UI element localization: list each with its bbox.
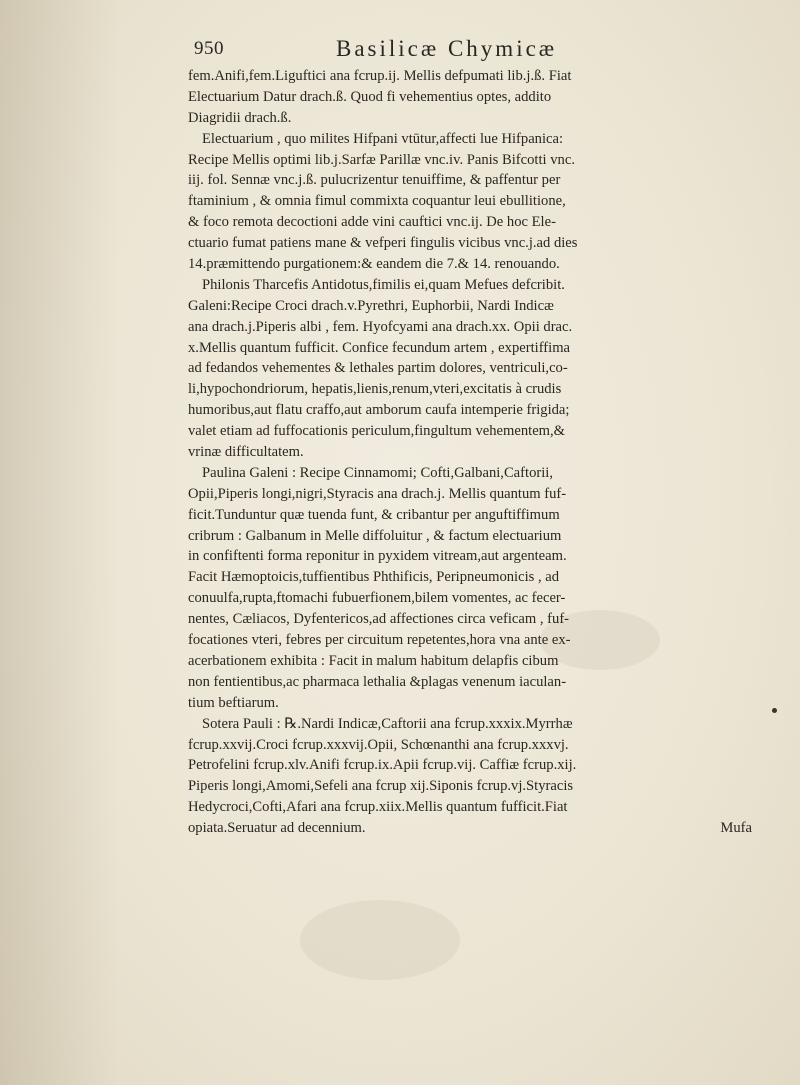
text-line: Galeni:Recipe Croci drach.v.Pyrethri, Euphorbii, Nardi Indicæ [188,297,554,314]
text-line: vrinæ difficultatem. [188,444,304,461]
text-line: Hedycroci,Cofti,Afari ana fcrup.xiix.Mellis quantum fufficit.Fiat [188,799,568,816]
text-line: humoribus,aut flatu craffo,aut amborum caufa intemperie frigida; [188,402,570,419]
body-text [188,66,758,839]
text-line: ftaminium , & omnia fimul commixta coquantur leui ebullitione, [188,193,566,210]
text-line: conuulfa,rupta,ftomachi fubuerfionem,bilem vomentes, ac fecer- [188,590,566,607]
text-line: Petrofelini fcrup.xlv.Anifi fcrup.ix.Apii fcrup.vij. Caffiæ fcrup.xij. [188,757,577,774]
gutter-shadow [0,0,120,1085]
text-line: focationes vteri, febres per circuitum repetentes,hora vna ante ex- [188,632,571,649]
catchword: Mufa [720,820,752,837]
text-line: Facit Hæmoptoicis,tuffientibus Phthificis, Peripneumonicis , ad [188,569,560,586]
text-line: x.Mellis quantum fufficit. Confice fecundum artem , expertiffima [188,339,571,356]
text-line: ad fedandos vehementes & lethales partim dolores, ventriculi,co- [188,360,568,377]
running-title: Basilicæ Chymicæ [336,36,558,61]
text-line: nentes, Cæliacos, Dyfentericos,ad affectiones circa veficam , fuf- [188,611,570,628]
text-line: fem.Anifi,fem.Liguftici ana fcrup.ij. Mellis defpumati lib.j.ß. Fiat [188,68,572,84]
text-line: Opii,Piperis longi,nigri,Styracis ana drach.j. Mellis quantum fuf- [188,485,567,502]
text-line: cribrum : Galbanum in Melle diffoluitur , & factum electuarium [188,527,562,544]
text-line: Diagridii drach.ß. [188,109,292,126]
paragraph [188,463,758,714]
text-line: in confiftenti forma reponitur in pyxidem vitream,aut argenteam. [188,548,567,565]
page-header [188,36,748,66]
text-line: acerbationem exhibita : Facit in malum habitum delapfis cibum [188,652,559,669]
paragraph [188,66,758,129]
ink-speck [772,708,777,713]
paragraph [188,129,758,275]
text-line: ctuario fumat patiens mane & vefperi fingulis vicibus vnc.j.ad dies [188,235,578,252]
text-line: iij. fol. Sennæ vnc.j.ß. pulucrizentur tenuiffime, & paffentur per [188,172,561,189]
text-line: Electuarium Datur drach.ß. Quod fi vehementius optes, addito [188,88,552,105]
text-line: tium beftiarum. [188,694,279,711]
text-line: ficit.Tunduntur quæ tuenda funt, & cribantur per anguftiffimum [188,506,560,523]
text-line: Piperis longi,Amomi,Sefeli ana fcrup xij.Siponis fcrup.vj.Styracis [188,778,574,795]
text-line: 14.præmittendo purgationem:& eandem die 7.& 14. renouando. [188,256,560,273]
text-line: & foco remota decoctioni adde vini cauftici vnc.ij. De hoc Ele- [188,214,556,231]
text-line: opiata.Seruatur ad decennium. [188,820,366,837]
text-line: Paulina Galeni : Recipe Cinnamomi; Cofti,Galbani,Caftorii, [202,464,553,481]
text-line: Recipe Mellis optimi lib.j.Sarfæ Parillæ vnc.iv. Panis Bifcotti vnc. [188,151,575,168]
text-line: Philonis Tharcefis Antidotus,fimilis ei,quam Mefues defcribit. [202,276,565,293]
paper-stain [300,900,460,980]
text-line: ana drach.j.Piperis albi , fem. Hyofcyami ana drach.xx. Opii drac. [188,318,573,335]
text-line: fcrup.xxvij.Croci fcrup.xxxvij.Opii, Schœnanthi ana fcrup.xxxvj. [188,736,569,753]
paragraph [188,275,758,463]
text-line: li,hypochondriorum, hepatis,lienis,renum,vteri,excitatis à crudis [188,381,562,398]
text-line: valet etiam ad fuffocationis periculum,fingultum vehementem,& [188,423,566,440]
text-line: Sotera Pauli : ℞.Nardi Indicæ,Caftorii ana fcrup.xxxix.Myrrhæ [202,715,573,732]
text-line: Electuarium , quo milites Hifpani vtūtur,affecti lue Hifpanica: [202,130,564,147]
paragraph [188,714,758,839]
text-line: non fentientibus,ac pharmaca lethalia &plagas venenum iaculan- [188,673,567,690]
page-number: 950 [194,38,224,59]
